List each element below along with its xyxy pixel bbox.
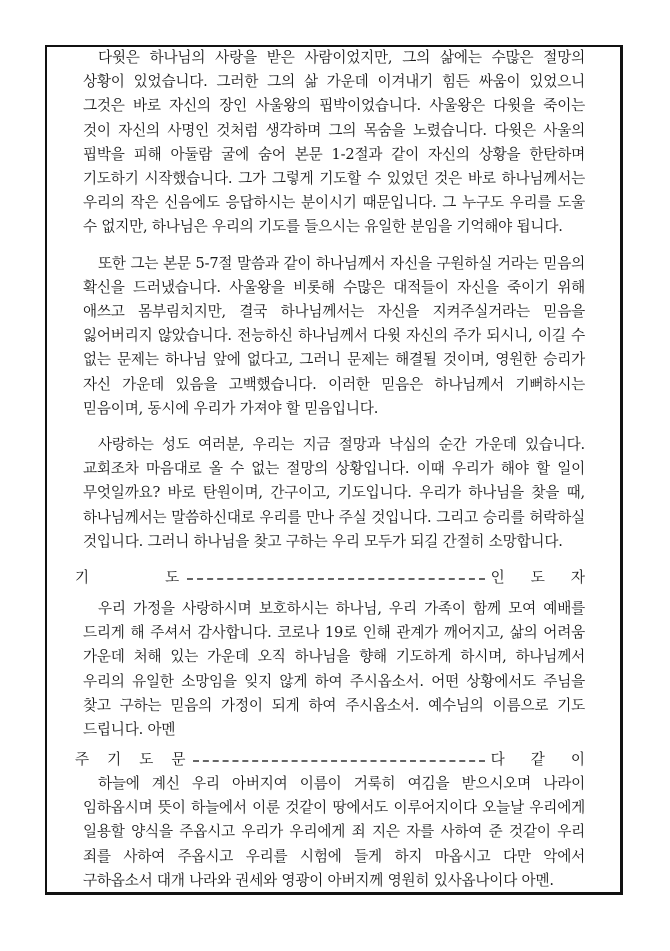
- prayer-title-char: 도: [165, 569, 180, 586]
- lords-prayer-title-char: 주: [75, 751, 90, 768]
- prayer-section-header: [75, 566, 585, 590]
- lords-prayer-block: [83, 772, 585, 893]
- sermon-body: [83, 46, 585, 554]
- lords-prayer-together-label: [491, 748, 585, 772]
- lords-prayer-text: 하늘에 계신 우리 아버지여 이름이 거룩히 여김을 받으시오며 나라이 임하옵시며 뜻이 하늘에서 이룬 것같이 땅에서도 이루어지이다 오늘날 우리에게 일용할 양식을 주옵시고 우리가 우리에게 죄 지은 자를 사하여 준 것같이 우리 죄를 사하여 주옵시고 우리를 시험에 들게 하지 마옵시고 다만 악에서 구하옵소서 대개 나라와 권세와 영광이 아버지께 영원히 있사옵나이다 아멘.: [83, 775, 585, 889]
- sermon-paragraph-2: 또한 그는 본문 5-7절 말씀과 같이 하나님께서 자신을 구원하실 거라는 믿음의 확신을 드러냈습니다. 사울왕을 비롯해 수많은 대적들이 자신을 죽이기 위해 애쓰고 몸부림치지만, 결국 하나님께서는 자신을 지켜주실거라는 믿음을 잃어버리지 않았습니다. 전능하신 하나님께서 다윗 자신의 주가 되시니, 이길 수 없는 문제는 하나님 앞에 없다고, 그러니 문제는 해결될 것이며, 영원한 승리가 자신 가운데 있음을 고백했습니다. 이러한 믿음은 하나님께서 기뻐하시는 믿음이며, 동시에 우리가 가져야 할 믿음입니다.: [83, 254, 585, 417]
- dashed-leader-line: [193, 760, 484, 762]
- together-label-char: 같: [530, 751, 545, 768]
- lords-prayer-title-char: 문: [171, 751, 186, 768]
- together-label-char: 이: [570, 751, 585, 768]
- lords-prayer-section-header: [75, 748, 585, 772]
- prayer-leader-label: [491, 566, 585, 590]
- together-label-char: 다: [490, 751, 505, 768]
- lords-prayer-title-char: 기: [107, 751, 122, 768]
- leader-label-char: 도: [530, 569, 545, 586]
- sermon-paragraph-1: 다윗은 하나님의 사랑을 받은 사람이었지만, 그의 삶에는 수많은 절망의 상황이 있었습니다. 그러한 그의 삶 가운데 이겨내기 힘든 싸움이 있었으니 그것은 바로 자신의 장인 사울왕의 핍박이었습니다. 사울왕은 다윗을 죽이는 것이 자신의 사명인 것처럼 생각하며 그의 목숨을 노렸습니다. 다윗은 사울의 핍박을 피해 아둘람 굴에 숨어 본문 1-2절과 같이 자신의 상황을 한탄하며 기도하기 시작했습니다. 그가 그렇게 기도할 수 있었던 것은 바로 하나님께서는 우리의 작은 신음에도 응답하시는 분이시기 때문입니다. 그 누구도 우리를 도울 수 없지만, 하나님은 우리의 기도를 들으시는 유일한 분임을 기억해야 됩니다.: [83, 49, 585, 236]
- leader-label-char: 자: [570, 569, 585, 586]
- lords-prayer-title-char: 도: [139, 751, 154, 768]
- prayer-block: [83, 597, 585, 742]
- lords-prayer-title: [75, 748, 185, 772]
- dashed-leader-line: [187, 578, 484, 580]
- sermon-paragraph-3: 사랑하는 성도 여러분, 우리는 지금 절망과 낙심의 순간 가운데 있습니다. 교회조차 마음대로 올 수 없는 절망의 상황입니다. 이때 우리가 해야 할 일이 무엇일까요? 바로 탄원이며, 간구이고, 기도입니다. 우리가 하나님을 찾을 때, 하나님께서는 말씀하신대로 우리를 만나 주실 것입니다. 그리고 승리를 허락하실 것입니다. 그러니 하나님을 찾고 구하는 우리 모두가 되길 간절히 소망합니다.: [83, 436, 585, 550]
- prayer-text: 우리 가정을 사랑하시며 보호하시는 하나님, 우리 가족이 함께 모여 예배를 드리게 해 주셔서 감사합니다. 코로나 19로 인해 관계가 깨어지고, 삶의 어려움 가운데 처해 있는 가운데 오직 하나님을 향해 기도하게 하시며, 하나님께서 우리의 유일한 소망임을 잊지 않게 하여 주시옵소서. 어떤 상황에서도 주님을 찾고 구하는 믿음의 가정이 되게 하여 주시옵소서. 예수님의 이름으로 기도 드립니다. 아멘: [83, 600, 585, 739]
- prayer-title: [75, 566, 179, 590]
- leader-label-char: 인: [490, 569, 505, 586]
- prayer-title-char: 기: [75, 569, 90, 586]
